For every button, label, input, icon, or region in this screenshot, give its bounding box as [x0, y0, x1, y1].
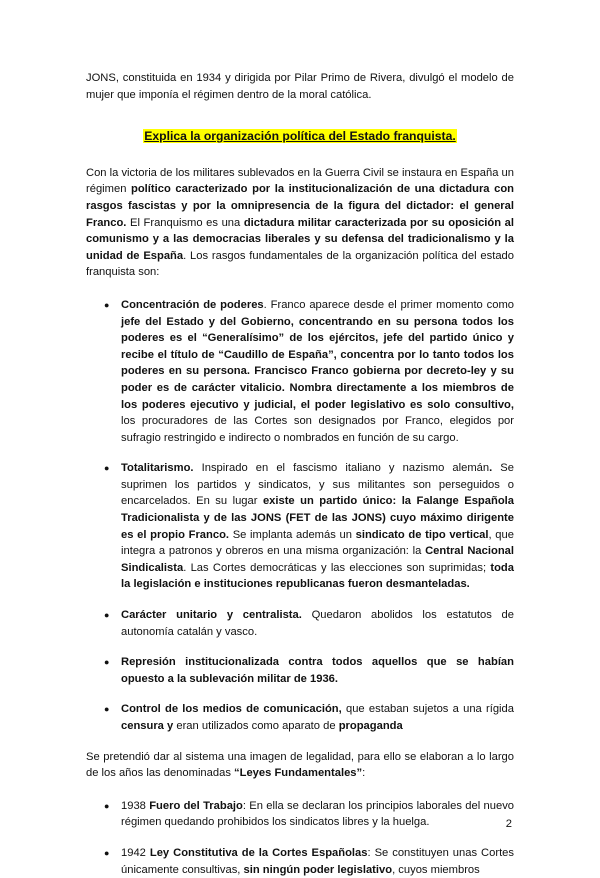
- text-run: : Se constituyen unas Cortes únicamente consultivas,: [121, 846, 515, 876]
- bold-run: dictadura militar caracterizada por su oposición al comunismo y a las democracias liberales y su defensa del tradicionalismo y la unidad de España: [86, 216, 514, 262]
- text-run: . Las Cortes democráticas y las elecciones son suprimidas;: [183, 561, 491, 574]
- text-run: : En ella se declaran los principios laborales del nuevo régimen quedando prohibidos los sindicatos libres y la huelga.: [121, 799, 515, 829]
- list-item-concentracion: [86, 297, 514, 446]
- text-run: Quedaron abolidos los estatutos de autonomía catalán y vasco.: [121, 609, 514, 638]
- text-run: 1942: [121, 846, 150, 859]
- text-run: Se implanta además un: [229, 528, 356, 541]
- text-run: . Franco aparece desde el primer momento como: [263, 298, 514, 311]
- list-item-medios: [86, 701, 514, 734]
- bold-run: Totalitarismo.: [121, 462, 194, 475]
- bold-run: sindicato de tipo vertical: [355, 528, 489, 541]
- bold-run: Represión institucionalizada contra todos aquellos que se habían opuesto a la sublevación militar de 1936.: [121, 656, 514, 685]
- features-list: [86, 297, 514, 735]
- bold-run: Carácter unitario y centralista.: [121, 609, 302, 622]
- text-run: que estaban sujetos a una rígida: [341, 703, 514, 716]
- intro-franquismo-paragraph: [86, 165, 514, 281]
- text-run: El Franquismo es una: [126, 216, 244, 229]
- bold-run: “Leyes Fundamentales”: [234, 767, 363, 780]
- bold-run: toda la legislación e instituciones republicanas fueron desmanteladas.: [121, 561, 514, 591]
- bold-run: Central Nacional Sindicalista: [121, 545, 514, 574]
- text-run: Inspirado en el fascismo italiano y nazismo alemán: [193, 462, 490, 475]
- list-item-ley-cortes: [86, 845, 514, 878]
- text-run: 1938: [121, 799, 150, 812]
- text-run: . Los rasgos fundamentales de la organización política del estado franquista son:: [86, 249, 514, 279]
- text-run: :: [362, 767, 366, 780]
- list-item-fuero-trabajo: [86, 798, 514, 831]
- bold-run: existe un partido único: la Falange Española Tradicionalista y de las JONS (FET de las JONS) cuyo máximo dirigente es el propio Franco.: [121, 495, 514, 541]
- page-number: 2: [505, 818, 512, 830]
- bold-run: Fuero del Trabajo: [149, 799, 243, 812]
- text-run: , cuyos miembros: [392, 863, 480, 876]
- text-run: eran utilizados como aparato de: [173, 720, 339, 732]
- bold-run: Concentración de poderes: [121, 298, 264, 311]
- text-run: Se pretendió dar al sistema una imagen de legalidad, para ello se elaboran a lo largo de los años las denominadas: [86, 750, 514, 780]
- text-run: Con la victoria de los militares sublevados en la Guerra Civil se instaura en España un régimen: [86, 166, 514, 196]
- bold-run: político caracterizado por la institucionalización de una dictadura con rasgos fascistas y por la omnipresencia de la figura del dictador: el general Franco.: [86, 183, 514, 229]
- text-run: Se suprimen los partidos y sindicatos, y sus militantes son perseguidos o encarcelados. En su lugar: [121, 462, 514, 508]
- leyes-paragraph: [86, 749, 514, 782]
- bold-run: sin ningún poder legislativo: [243, 863, 393, 876]
- bold-run: Control de los medios de comunicación,: [121, 703, 342, 716]
- list-item-totalitarismo: [86, 460, 514, 593]
- bold-run: .: [489, 462, 493, 475]
- laws-list: [86, 798, 514, 878]
- bold-run: jefe del Estado y del Gobierno, concentrando en su persona todos los poderes es el “Generalísimo” de los ejércitos, jefe del partido único y recibe el título de “Caudillo de España”, concentra por lo tanto todos los poderes en su persona. Francisco Franco gobierna por decreto-ley y su poder es de carácter vitalicio. Nombra directamente a los miembros de los poderes ejecutivo y judicial, el poder legislativo es solo consultivo,: [121, 315, 514, 411]
- bold-run: Ley Constitutiva de la Cortes Españolas: [149, 846, 368, 859]
- bold-run: censura y: [121, 720, 174, 732]
- section-heading-text: Explica la organización política del Estado franquista.: [144, 129, 456, 144]
- list-item-represion: [86, 654, 514, 687]
- list-item-centralismo: [86, 607, 514, 640]
- text-run: , que integra a patronos y obreros en una misma organización: la: [121, 528, 514, 558]
- section-heading: [86, 128, 514, 146]
- intro-paragraph: JONS, constituida en 1934 y dirigida por Pilar Primo de Rivera, divulgó el modelo de mujer que imponía el régimen dentro de la moral católica.: [86, 72, 514, 101]
- bold-run: propaganda: [338, 720, 403, 732]
- text-run: los procuradores de las Cortes son designados por Franco, elegidos por sufragio restringido e indirecto o nombrados en función de su cargo.: [121, 415, 514, 444]
